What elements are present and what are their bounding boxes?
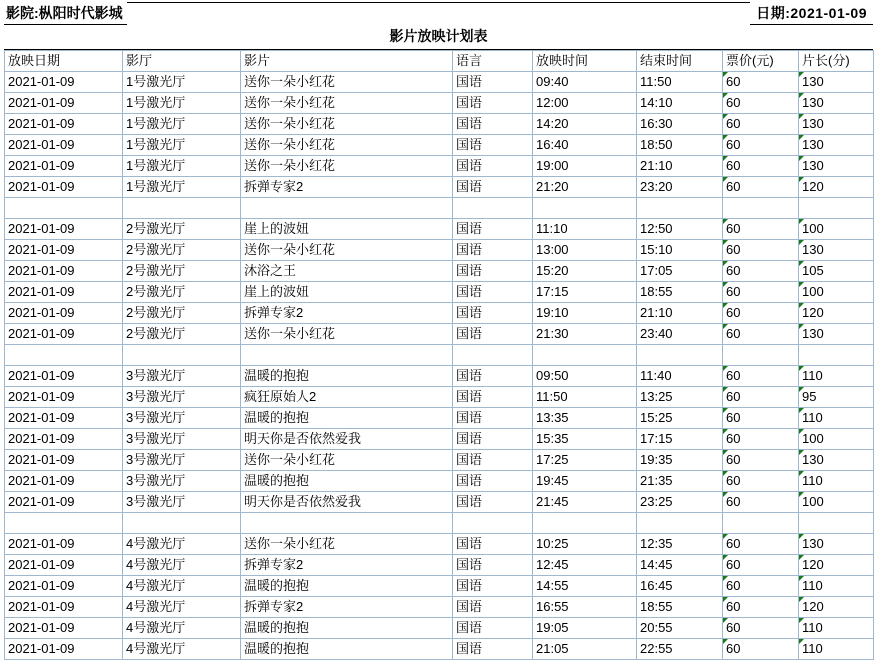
cell-language: 国语: [453, 324, 533, 345]
cell-end-time: 14:45: [637, 555, 723, 576]
cell-price: 60: [723, 261, 799, 282]
table-row: [5, 408, 874, 429]
cell-date: 2021-01-09: [5, 618, 123, 639]
cell-date: 2021-01-09: [5, 219, 123, 240]
table-row-blank: [5, 198, 874, 219]
cell-date: 2021-01-09: [5, 261, 123, 282]
cell-hall: [123, 198, 241, 219]
cell-price: 60: [723, 282, 799, 303]
cell-price: 60: [723, 534, 799, 555]
cell-language: 国语: [453, 303, 533, 324]
cell-film: 送你一朵小红花: [241, 534, 453, 555]
table-row: [5, 534, 874, 555]
cell-price: [723, 513, 799, 534]
cell-date: 2021-01-09: [5, 72, 123, 93]
cell-end-time: 23:25: [637, 492, 723, 513]
cell-language: 国语: [453, 114, 533, 135]
cell-end-time: 21:10: [637, 303, 723, 324]
cell-hall: 1号激光厅: [123, 114, 241, 135]
cell-hall: 2号激光厅: [123, 303, 241, 324]
cell-hall: 3号激光厅: [123, 471, 241, 492]
cell-duration: 130: [799, 135, 874, 156]
cell-hall: 2号激光厅: [123, 324, 241, 345]
sheet-header: [4, 2, 873, 24]
cell-price: 60: [723, 114, 799, 135]
cell-film: 送你一朵小红花: [241, 450, 453, 471]
cell-film: 温暖的抱抱: [241, 639, 453, 660]
cell-start-time: 14:55: [533, 576, 637, 597]
cell-duration: 95: [799, 387, 874, 408]
cell-duration: 110: [799, 639, 874, 660]
cell-film: 拆弹专家2: [241, 303, 453, 324]
cell-end-time: 16:30: [637, 114, 723, 135]
cell-price: 60: [723, 303, 799, 324]
cell-hall: 2号激光厅: [123, 282, 241, 303]
table-row: [5, 177, 874, 198]
cell-start-time: 10:25: [533, 534, 637, 555]
cell-price: [723, 345, 799, 366]
cell-hall: 2号激光厅: [123, 219, 241, 240]
cell-film: [241, 345, 453, 366]
cell-language: 国语: [453, 240, 533, 261]
cell-duration: 130: [799, 93, 874, 114]
cell-start-time: 11:10: [533, 219, 637, 240]
cell-film: 送你一朵小红花: [241, 72, 453, 93]
cell-start-time: 16:40: [533, 135, 637, 156]
cell-end-time: 15:25: [637, 408, 723, 429]
cell-hall: 2号激光厅: [123, 240, 241, 261]
cell-hall: 3号激光厅: [123, 366, 241, 387]
cell-film: [241, 513, 453, 534]
cell-price: 60: [723, 471, 799, 492]
table-row: [5, 261, 874, 282]
page-title: 影片放映计划表: [4, 24, 873, 50]
cell-hall: 4号激光厅: [123, 639, 241, 660]
cell-duration: 130: [799, 534, 874, 555]
cell-date: 2021-01-09: [5, 93, 123, 114]
cell-duration: [799, 198, 874, 219]
cell-duration: 100: [799, 429, 874, 450]
cell-hall: 1号激光厅: [123, 156, 241, 177]
cell-price: 60: [723, 408, 799, 429]
cell-hall: 4号激光厅: [123, 576, 241, 597]
cell-start-time: [533, 198, 637, 219]
cell-language: 国语: [453, 261, 533, 282]
cell-date: 2021-01-09: [5, 156, 123, 177]
header-spacer: [127, 2, 751, 3]
table-row: [5, 597, 874, 618]
cell-date: 2021-01-09: [5, 114, 123, 135]
cell-start-time: 21:30: [533, 324, 637, 345]
cell-language: 国语: [453, 366, 533, 387]
cell-hall: [123, 513, 241, 534]
cell-date: 2021-01-09: [5, 387, 123, 408]
table-row-blank: [5, 513, 874, 534]
cell-duration: 130: [799, 324, 874, 345]
cell-start-time: 12:00: [533, 93, 637, 114]
cell-date: 2021-01-09: [5, 450, 123, 471]
cell-film: 拆弹专家2: [241, 555, 453, 576]
column-header-date: 放映日期: [5, 51, 123, 72]
cell-price: 60: [723, 597, 799, 618]
table-row: [5, 324, 874, 345]
cell-start-time: 21:05: [533, 639, 637, 660]
cell-hall: 4号激光厅: [123, 555, 241, 576]
cell-hall: 1号激光厅: [123, 72, 241, 93]
table-row: [5, 303, 874, 324]
cell-hall: 3号激光厅: [123, 492, 241, 513]
cell-language: 国语: [453, 639, 533, 660]
cell-price: 60: [723, 240, 799, 261]
cell-date: 2021-01-09: [5, 534, 123, 555]
cell-language: 国语: [453, 555, 533, 576]
cell-film: 温暖的抱抱: [241, 366, 453, 387]
cell-hall: 1号激光厅: [123, 135, 241, 156]
cell-price: 60: [723, 366, 799, 387]
cell-date: [5, 513, 123, 534]
column-header-start-time: 放映时间: [533, 51, 637, 72]
cell-price: 60: [723, 555, 799, 576]
cell-start-time: 09:40: [533, 72, 637, 93]
cell-start-time: 15:35: [533, 429, 637, 450]
cell-film: 拆弹专家2: [241, 177, 453, 198]
cell-price: 60: [723, 156, 799, 177]
cell-price: 60: [723, 576, 799, 597]
cell-price: 60: [723, 429, 799, 450]
table-row: [5, 639, 874, 660]
cell-start-time: 21:45: [533, 492, 637, 513]
cell-start-time: 16:55: [533, 597, 637, 618]
table-row: [5, 366, 874, 387]
cell-language: 国语: [453, 72, 533, 93]
cell-film: 温暖的抱抱: [241, 471, 453, 492]
table-row: [5, 429, 874, 450]
cell-price: 60: [723, 639, 799, 660]
cell-start-time: 09:50: [533, 366, 637, 387]
table-row: [5, 135, 874, 156]
cell-film: 送你一朵小红花: [241, 324, 453, 345]
cell-start-time: 13:35: [533, 408, 637, 429]
cell-duration: 100: [799, 219, 874, 240]
cell-date: 2021-01-09: [5, 471, 123, 492]
cell-language: [453, 513, 533, 534]
cell-language: 国语: [453, 534, 533, 555]
cell-hall: 3号激光厅: [123, 450, 241, 471]
cell-end-time: 23:40: [637, 324, 723, 345]
table-header-row: [5, 51, 874, 72]
cell-language: 国语: [453, 471, 533, 492]
cell-language: 国语: [453, 450, 533, 471]
cell-film: 送你一朵小红花: [241, 135, 453, 156]
cell-hall: 2号激光厅: [123, 261, 241, 282]
cell-duration: 110: [799, 576, 874, 597]
cell-price: 60: [723, 492, 799, 513]
cell-duration: 120: [799, 555, 874, 576]
cell-language: 国语: [453, 282, 533, 303]
table-row: [5, 114, 874, 135]
table-row: [5, 387, 874, 408]
cell-end-time: 12:35: [637, 534, 723, 555]
cell-start-time: [533, 513, 637, 534]
cell-date: 2021-01-09: [5, 597, 123, 618]
cell-start-time: 15:20: [533, 261, 637, 282]
cell-start-time: 19:45: [533, 471, 637, 492]
cell-film: 疯狂原始人2: [241, 387, 453, 408]
cell-end-time: 20:55: [637, 618, 723, 639]
cell-duration: 110: [799, 471, 874, 492]
cell-date: 2021-01-09: [5, 576, 123, 597]
cell-film: 送你一朵小红花: [241, 240, 453, 261]
cell-language: 国语: [453, 576, 533, 597]
cell-language: 国语: [453, 177, 533, 198]
cell-end-time: 21:35: [637, 471, 723, 492]
cell-end-time: 16:45: [637, 576, 723, 597]
cell-price: 60: [723, 219, 799, 240]
cell-duration: 100: [799, 492, 874, 513]
schedule-date: 日期:2021-01-09: [750, 2, 873, 25]
cell-film: 温暖的抱抱: [241, 576, 453, 597]
cell-price: 60: [723, 72, 799, 93]
cell-end-time: [637, 513, 723, 534]
cell-film: 崖上的波妞: [241, 219, 453, 240]
cell-end-time: 15:10: [637, 240, 723, 261]
cell-hall: 4号激光厅: [123, 597, 241, 618]
cell-end-time: 18:55: [637, 282, 723, 303]
cell-start-time: 14:20: [533, 114, 637, 135]
table-row: [5, 72, 874, 93]
cell-price: 60: [723, 93, 799, 114]
cell-end-time: 17:15: [637, 429, 723, 450]
cell-film: [241, 198, 453, 219]
cell-hall: 4号激光厅: [123, 534, 241, 555]
cell-price: 60: [723, 618, 799, 639]
cell-film: 送你一朵小红花: [241, 114, 453, 135]
cell-date: 2021-01-09: [5, 408, 123, 429]
cell-hall: 4号激光厅: [123, 618, 241, 639]
cell-language: 国语: [453, 387, 533, 408]
cell-price: [723, 198, 799, 219]
cell-film: 温暖的抱抱: [241, 618, 453, 639]
table-row: [5, 555, 874, 576]
cell-duration: 120: [799, 597, 874, 618]
cell-end-time: 14:10: [637, 93, 723, 114]
column-header-end-time: 结束时间: [637, 51, 723, 72]
cell-end-time: [637, 198, 723, 219]
cell-duration: 130: [799, 156, 874, 177]
cinema-name: 影院:枞阳时代影城: [4, 2, 127, 25]
cell-end-time: 17:05: [637, 261, 723, 282]
cell-price: 60: [723, 177, 799, 198]
column-header-hall: 影厅: [123, 51, 241, 72]
cell-date: 2021-01-09: [5, 492, 123, 513]
cell-language: [453, 345, 533, 366]
cell-end-time: 11:50: [637, 72, 723, 93]
column-header-film: 影片: [241, 51, 453, 72]
cell-language: [453, 198, 533, 219]
cell-duration: 130: [799, 72, 874, 93]
cell-film: 明天你是否依然爱我: [241, 492, 453, 513]
cell-film: 送你一朵小红花: [241, 156, 453, 177]
table-row-blank: [5, 345, 874, 366]
cell-end-time: 13:25: [637, 387, 723, 408]
cell-start-time: 19:10: [533, 303, 637, 324]
cell-language: 国语: [453, 219, 533, 240]
cell-date: [5, 198, 123, 219]
cell-end-time: 12:50: [637, 219, 723, 240]
cell-start-time: 21:20: [533, 177, 637, 198]
table-row: [5, 93, 874, 114]
cell-date: 2021-01-09: [5, 366, 123, 387]
cell-price: 60: [723, 450, 799, 471]
column-header-duration: 片长(分): [799, 51, 874, 72]
table-row: [5, 219, 874, 240]
cell-end-time: [637, 345, 723, 366]
cell-end-time: 19:35: [637, 450, 723, 471]
cell-duration: 130: [799, 240, 874, 261]
cell-duration: 100: [799, 282, 874, 303]
cell-film: 沐浴之王: [241, 261, 453, 282]
cell-duration: 120: [799, 177, 874, 198]
cell-duration: 105: [799, 261, 874, 282]
cell-hall: 1号激光厅: [123, 177, 241, 198]
cell-end-time: 18:50: [637, 135, 723, 156]
table-row: [5, 450, 874, 471]
cell-duration: [799, 345, 874, 366]
cell-date: [5, 345, 123, 366]
cell-start-time: 11:50: [533, 387, 637, 408]
cell-hall: [123, 345, 241, 366]
cell-date: 2021-01-09: [5, 240, 123, 261]
cell-date: 2021-01-09: [5, 135, 123, 156]
cell-date: 2021-01-09: [5, 324, 123, 345]
cell-date: 2021-01-09: [5, 429, 123, 450]
cell-duration: 110: [799, 618, 874, 639]
cell-end-time: 21:10: [637, 156, 723, 177]
cell-hall: 3号激光厅: [123, 408, 241, 429]
cell-price: 60: [723, 324, 799, 345]
cell-start-time: 19:00: [533, 156, 637, 177]
cell-duration: 110: [799, 366, 874, 387]
cell-film: 拆弹专家2: [241, 597, 453, 618]
cell-film: 明天你是否依然爱我: [241, 429, 453, 450]
cell-start-time: 13:00: [533, 240, 637, 261]
cell-date: 2021-01-09: [5, 639, 123, 660]
cell-end-time: 11:40: [637, 366, 723, 387]
cell-start-time: 17:15: [533, 282, 637, 303]
table-row: [5, 576, 874, 597]
schedule-table: [4, 50, 874, 660]
table-row: [5, 156, 874, 177]
cell-price: 60: [723, 135, 799, 156]
cell-start-time: 17:25: [533, 450, 637, 471]
cell-duration: 120: [799, 303, 874, 324]
table-row: [5, 471, 874, 492]
cell-film: 崖上的波妞: [241, 282, 453, 303]
cell-film: 送你一朵小红花: [241, 93, 453, 114]
cell-duration: 110: [799, 408, 874, 429]
cell-start-time: 19:05: [533, 618, 637, 639]
column-header-price: 票价(元): [723, 51, 799, 72]
cell-language: 国语: [453, 429, 533, 450]
cell-language: 国语: [453, 618, 533, 639]
cell-hall: 3号激光厅: [123, 387, 241, 408]
cell-start-time: [533, 345, 637, 366]
cell-duration: 130: [799, 450, 874, 471]
cell-duration: [799, 513, 874, 534]
cell-duration: 130: [799, 114, 874, 135]
cell-language: 国语: [453, 135, 533, 156]
cell-start-time: 12:45: [533, 555, 637, 576]
cell-price: 60: [723, 387, 799, 408]
cell-end-time: 23:20: [637, 177, 723, 198]
cell-language: 国语: [453, 156, 533, 177]
cell-date: 2021-01-09: [5, 177, 123, 198]
cell-end-time: 22:55: [637, 639, 723, 660]
cell-language: 国语: [453, 597, 533, 618]
cell-end-time: 18:55: [637, 597, 723, 618]
cell-language: 国语: [453, 492, 533, 513]
cell-film: 温暖的抱抱: [241, 408, 453, 429]
table-row: [5, 240, 874, 261]
cell-language: 国语: [453, 93, 533, 114]
cell-hall: 1号激光厅: [123, 93, 241, 114]
cell-language: 国语: [453, 408, 533, 429]
column-header-language: 语言: [453, 51, 533, 72]
table-row: [5, 492, 874, 513]
cell-date: 2021-01-09: [5, 303, 123, 324]
table-row: [5, 282, 874, 303]
cell-date: 2021-01-09: [5, 282, 123, 303]
cell-hall: 3号激光厅: [123, 429, 241, 450]
cell-date: 2021-01-09: [5, 555, 123, 576]
table-body: [5, 72, 874, 660]
